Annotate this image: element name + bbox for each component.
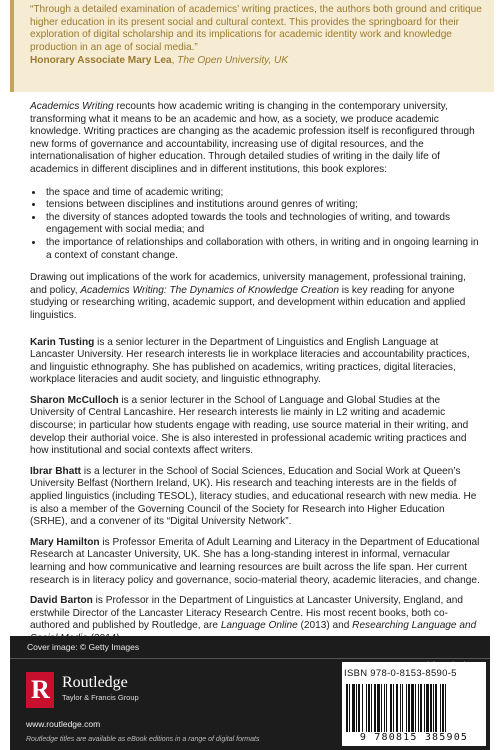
barcode-bar [435, 684, 437, 732]
barcode-bar [356, 684, 357, 732]
barcode-bar [400, 684, 401, 732]
barcode-digits: 9 780815 385905 [359, 732, 469, 743]
barcode-bar [384, 684, 385, 732]
list-item: • the diversity of stances adopted towards the tools and technologies of writing, and towards engagement with social media; and [44, 212, 482, 237]
author-bios [30, 337, 482, 646]
barcode-bar [411, 684, 414, 732]
barcode-bar [366, 684, 367, 732]
isbn-text: ISBN 978-0-8153-8590-5 [344, 668, 457, 679]
barcode-bar [358, 684, 360, 732]
barcode-bar [381, 684, 382, 732]
author-bio [30, 395, 482, 458]
quote-attribution-name: Honorary Associate Mary Lea [30, 55, 172, 67]
barcode-bar [420, 684, 422, 732]
author-name: David Barton [30, 595, 93, 607]
barcode-bar [371, 684, 372, 732]
isbn-barcode-box [342, 662, 486, 746]
intro-paragraph [30, 101, 482, 177]
quote-text: “Through a detailed examination of academics’ writing practices, the authors both ground and critique higher education in its present social and cultural context. This provides the springboard for their exploration of digital scholarship and its implications for academic identity work and knowledge production in an age of social media.” [30, 4, 482, 53]
barcode-icon [346, 684, 482, 732]
barcode-bar [390, 684, 392, 732]
intro-title: Academics Writing [30, 101, 114, 112]
barcode-bar [430, 684, 432, 732]
author-bio-text: is Professor Emerita of Adult Learning and Literacy in the Department of Educational Research at Lancaster University, UK. She has a long-standing interest in informal, vernacular learning and how communicative and learning resources are built across the life span. Her current research is in literacy policy and governance, socio-material theory, academic literacies, and change. [30, 536, 480, 586]
author-name: Mary Hamilton [30, 536, 100, 548]
book-title: Language Online [220, 620, 298, 632]
barcode-bar [424, 684, 425, 732]
publisher-footer [10, 636, 490, 750]
list-item: • tensions between disciplines and institutions around genres of writing; [44, 199, 482, 212]
closing-paragraph [30, 272, 482, 322]
author-bio [30, 337, 482, 387]
barcode-bar [386, 684, 387, 732]
author-name: Sharon McCulloch [30, 394, 119, 406]
author-name: Ibrar Bhatt [30, 465, 82, 477]
author-bio-text: is Professor in the Department of Linguistics at Lancaster University, England, and erstwhile Director of the Lancaster Literacy Research Centre. His most recent books, both co-authored and published by Routledge, are [30, 595, 463, 632]
barcode-bar [402, 684, 403, 732]
barcode-bar [415, 684, 416, 732]
list-item: • the space and time of academic writing; [44, 187, 482, 200]
ebook-note: Routledge titles are available as eBook editions in a range of digital formats [26, 736, 260, 743]
author-bio-text: is a senior lecturer in the School of Language and Global Studies at the University of Central Lancashire. Her research interests lie mainly in L2 writing and academic discourse; in particular how students engage with reading, use source material in their writing, and develop their authorial voice. She is also interested in professional academic writing practices and how institutional and social contexts affect writers. [30, 394, 469, 457]
publisher-website: www.routledge.com [26, 719, 101, 729]
author-bio [30, 466, 482, 529]
closing-title: Academics Writing: The Dynamics of Knowledge Creation [80, 284, 339, 296]
intro-text: recounts how academic writing is changing in the contemporary university, transforming what it means to be an academic and how, as a society, we produce academic knowledge. Writing practices are changing as the academic profession itself is reconfigured through new forms of governance and accountability, increasing use of digital resources, and the internationalisation of higher education. Through detailed studies of writing in the daily life of academics in different disciplines and in different institutions, this book explores: [30, 101, 475, 175]
barcode-bar [368, 684, 370, 732]
author-bio [30, 537, 482, 587]
barcode-bar [393, 684, 394, 732]
divider [10, 658, 490, 659]
barcode-bar [374, 684, 376, 732]
barcode-bar [433, 684, 434, 732]
barcode-bar [406, 684, 407, 732]
topics-list [30, 187, 482, 263]
closing-after: is key reading for anyone studying or researching writing, academic support, and development within education and applied linguistics. [30, 284, 466, 321]
author-bio-text: is a lecturer in the School of Social Sciences, Education and Social Work at Queen’s University Belfast (Northern Ireland, UK). His research and teaching interests are in the fields of applied linguistics (including TESOL), literacy studies, and educational research with new media. He is also a member of the Governing Council of the Society for Research into Higher Education (SRHE), and a convener of its “Digital University Network”. [30, 465, 477, 528]
author-bio-text: (2013) and [297, 620, 353, 632]
barcode-bar [362, 684, 363, 732]
barcode-bar [377, 684, 380, 732]
closing-before: Drawing out implications of the work for academics, university management, professional training, and policy, [30, 272, 466, 296]
quote-attribution: Honorary Associate Mary Lea, The Open University, UK [30, 55, 289, 67]
list-item: • the importance of relationships and collaboration with others, in writing and in ongoing learning in a context of constant change. [44, 237, 482, 262]
quote-attribution-org: The Open University, UK [177, 55, 289, 67]
barcode-bar [352, 684, 355, 732]
barcode-bar [346, 684, 348, 732]
barcode-bar [408, 684, 410, 732]
publisher-name: Routledge [62, 674, 128, 691]
cover-image-credit: Cover image: © Getty Images [27, 642, 140, 652]
publisher-subtitle: Taylor & Francis Group [62, 693, 139, 702]
barcode-bar [396, 684, 398, 732]
routledge-logo-icon [26, 672, 54, 708]
blurb [30, 101, 482, 668]
barcode-bar [418, 684, 419, 732]
barcode-bar [442, 684, 444, 732]
author-name: Karin Tusting [30, 336, 95, 348]
author-bio-text: is a senior lecturer in the Department of Linguistics and English Language at Lancaster University. Her research interests lie in workplace literacies and accountability practices, and linguistic ethnography. She has published on academics, writing practices, digital literacies, workplace literacies and audit society, and linguistic ethnography. [30, 336, 470, 386]
barcode-bar [426, 684, 429, 732]
barcode-bar [349, 684, 350, 732]
barcode-bar [445, 684, 446, 732]
endorsement-quote [10, 0, 494, 92]
barcode-bar [440, 684, 441, 732]
logo-letter: R [31, 675, 50, 704]
book-title: Researching Language and [352, 620, 477, 632]
